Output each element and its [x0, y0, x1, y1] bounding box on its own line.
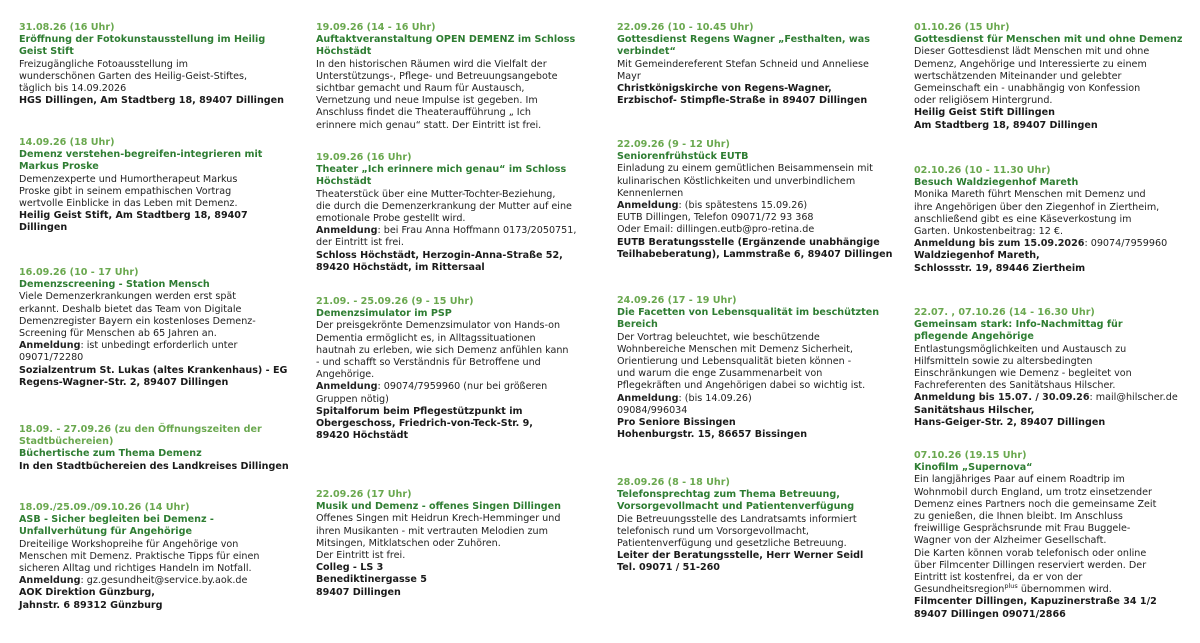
event-location: Spitalforum beim Pflegestützpunkt im	[316, 405, 523, 417]
event-text: Freizugängliche Fotoausstellung im	[19, 58, 188, 70]
event-text: emotionale Probe gestellt wird.	[316, 213, 466, 225]
event-date: 28.09.26 (8 - 18 Uhr)	[617, 477, 730, 488]
event-entry	[914, 22, 1182, 132]
event-text: Entlastungsmöglichkeiten und Austausch zu	[914, 343, 1127, 355]
event-text: Demenzexperte und Humortherapeut Markus	[19, 173, 238, 185]
event-location: Leiter der Beratungsstelle, Herr Werner Seidl	[617, 550, 864, 562]
event-location: Hohenburgstr. 15, 86657 Bissingen	[617, 429, 808, 441]
event-date: 18.09./25.09./09.10.26 (14 Uhr)	[19, 502, 190, 513]
event-location: Tel. 09071 / 51-260	[617, 562, 720, 574]
event-text: Der preisgekrönte Demenzsimulator von Hands-on	[316, 320, 561, 332]
event-location: Colleg - LS 3	[316, 562, 384, 574]
event-text: Eintritt ist kostenfrei, da er von der	[914, 572, 1083, 584]
event-text: Anschluss findet die Theateraufführung „ Ich	[316, 107, 531, 119]
event-text: Gemeinschaft ein - unabhängig von Konfession	[914, 83, 1141, 95]
event-location: In den Stadtbüchereien des Landkreises Dillingen	[19, 460, 289, 472]
event-text: Proske gibt in seinem empathischen Vortrag	[19, 185, 232, 197]
event-text: über Filmcenter Dillingen reserviert werden. Der	[914, 559, 1147, 571]
event-title: Demenz verstehen-begreifen-integrieren mit	[19, 149, 263, 161]
event-location: Erzbischof- Stimpfle-Straße in 89407 Dillingen	[617, 95, 868, 107]
event-text-part: übernommen wird.	[1017, 584, 1112, 596]
event-text: - und schafft so Verständnis für Betroffene und	[316, 357, 541, 369]
event-text: sichtbar gemacht und Raum für Austausch,	[316, 83, 525, 95]
event-location: Regens-Wagner-Str. 2, 89407 Dillingen	[19, 376, 229, 388]
event-title: Theater „Ich erinnere mich genau“ im Schloss	[316, 164, 567, 176]
superscript: plus	[1004, 582, 1018, 591]
event-date: 18.09. - 27.09.26 (zu den Öffnungszeiten der	[19, 424, 262, 435]
event-date: 14.09.26 (18 Uhr)	[19, 137, 115, 148]
event-title: Seniorenfrühstück EUTB	[617, 151, 749, 163]
registration-value: : 09074/7959960 (nur bei größeren	[377, 381, 548, 393]
event-text: Die Betreuungsstelle des Landratsamts informiert	[617, 513, 857, 525]
event-text: Dreiteilige Workshopreihe für Angehörige von	[19, 538, 239, 550]
event-entry	[914, 165, 1182, 275]
event-text: In den historischen Räumen wird die Vielfalt der	[316, 58, 547, 70]
event-registration	[316, 225, 586, 237]
event-registration	[617, 200, 882, 212]
event-title: Demenzscreening - Station Mensch	[19, 279, 210, 291]
event-entry	[19, 424, 289, 473]
event-text: erinnere mich genau“ statt. Der Eintritt ist frei.	[316, 119, 542, 131]
event-date: 22.07. , 07.10.26 (14 - 16.30 Uhr)	[914, 307, 1095, 318]
event-title: ASB - Sicher begleiten bei Demenz -	[19, 514, 214, 526]
event-location: Waldziegenhof Mareth,	[914, 250, 1040, 262]
event-text: telefonisch rund um Vorsorgevollmacht,	[617, 525, 809, 537]
event-text: Mit Gemeindereferent Stefan Schneid und Anneliese	[617, 58, 869, 70]
event-text: Pflegekräften und Angehörigen dabei so wichtig ist.	[617, 380, 866, 392]
event-title: Vorsorgevollmacht und Patientenverfügung	[617, 501, 855, 513]
registration-label: Anmeldung	[19, 575, 81, 587]
event-text: oder religiösem Hintergrund.	[914, 95, 1053, 107]
event-entry	[617, 22, 882, 107]
event-date: 02.10.26 (10 - 11.30 Uhr)	[914, 165, 1051, 176]
event-entry	[19, 267, 288, 389]
event-text: zu genießen, die Ihnen bleibt. Im Anschluss	[914, 511, 1123, 523]
event-date: 24.09.26 (17 - 19 Uhr)	[617, 295, 737, 306]
event-text: Menschen mit Demenz. Praktische Tipps für einen	[19, 550, 260, 562]
event-text: Monika Mareth führt Menschen mit Demenz und	[914, 189, 1146, 201]
event-location: 89420 Höchstädt	[316, 430, 409, 442]
event-text: sicheren Alltag und richtiges Handeln im Notfall.	[19, 563, 252, 575]
event-title: Die Facetten von Lebensqualität im beschützten	[617, 307, 880, 319]
registration-label: Anmeldung	[617, 200, 679, 212]
event-text: Ein langjähriges Paar auf einem Roadtrip im	[914, 474, 1125, 486]
event-text: freiwillige Gesprächsrunde mit Frau Buggele-	[914, 523, 1131, 535]
event-text: Dieser Gottesdienst lädt Menschen mit und ohne	[914, 46, 1150, 58]
event-text: und warum die enge Zusammenarbeit von	[617, 368, 823, 380]
event-text: Offenes Singen mit Heidrun Krech-Hemminger und	[316, 513, 561, 525]
event-text: Der Eintritt ist frei.	[316, 550, 406, 562]
event-text: Mitsingen, Mitklatschen oder Zuhören.	[316, 537, 501, 549]
event-text: täglich bis 14.09.2026	[19, 83, 127, 95]
event-location: 89407 Dillingen	[316, 586, 401, 598]
event-text: die durch die Demenzerkrankung der Mutter auf eine	[316, 200, 572, 212]
registration-value: : (bis 14.09.26)	[678, 392, 752, 404]
event-entry	[316, 22, 586, 132]
event-entry	[19, 137, 281, 235]
event-text	[914, 584, 1182, 596]
event-date: 19.09.26 (16 Uhr)	[316, 152, 412, 163]
event-title: Besuch Waldziegenhof Mareth	[914, 177, 1079, 189]
event-text: 09071/72280	[19, 352, 84, 364]
event-entry	[19, 502, 281, 612]
event-text: Einschränkungen wie Demenz - begleitet von	[914, 368, 1132, 380]
event-title: Markus Proske	[19, 161, 99, 173]
event-location: Obergeschoss, Friedrich-von-Teck-Str. 9,	[316, 418, 533, 430]
event-title: verbindet“	[617, 46, 676, 58]
event-text: Garten. Unkostenbeitrag: 12 €.	[914, 226, 1064, 238]
event-location: 89407 Dillingen 09071/2866	[914, 608, 1066, 620]
event-date: 22.09.26 (17 Uhr)	[316, 489, 412, 500]
event-text: Wagner von der Alzheimer Gesellschaft.	[914, 535, 1107, 547]
event-location: Am Stadtberg 18, 89407 Dillingen	[914, 119, 1098, 131]
event-registration	[617, 393, 882, 405]
event-location: Christkönigskirche von Regens-Wagner,	[617, 83, 832, 95]
event-text: wunderschönen Garten des Heilig-Geist-Stiftes,	[19, 70, 248, 82]
registration-value: : (bis spätestens 15.09.26)	[678, 200, 808, 212]
event-title: Büchertische zum Thema Demenz	[19, 448, 202, 460]
event-registration	[19, 340, 281, 352]
event-text: Gruppen nötig)	[316, 393, 389, 405]
event-text: Orientierung und Lebensqualität bieten können -	[617, 356, 852, 368]
event-location: Hans-Geiger-Str. 2, 89407 Dillingen	[914, 416, 1106, 428]
registration-value: : 09074/7959960	[1084, 238, 1168, 250]
event-title: Auftaktveranstaltung OPEN DEMENZ im Schloss	[316, 34, 576, 46]
event-text: wertvolle Einblicke in das Leben mit Demenz.	[19, 198, 238, 210]
registration-value: : ist unbedingt erforderlich unter	[80, 340, 238, 352]
event-date: 22.09.26 (9 - 12 Uhr)	[617, 139, 730, 150]
event-location: HGS Dillingen, Am Stadtberg 18, 89407 Dillingen	[19, 95, 284, 107]
event-text: Theaterstück über eine Mutter-Tochter-Beziehung,	[316, 188, 556, 200]
event-text: Viele Demenzerkrankungen werden erst spät	[19, 291, 237, 303]
event-registration	[914, 392, 1182, 404]
event-text: wertschätzenden Miteinander und gelebter	[914, 70, 1122, 82]
event-entry	[914, 307, 1182, 429]
event-text: Kennenlernen	[617, 187, 684, 199]
event-text: Mayr	[617, 70, 641, 82]
registration-value: : gz.gesundheit@service.by.aok.de	[80, 575, 248, 587]
event-text: der Eintritt ist frei.	[316, 237, 404, 249]
event-location: Teilhabeberatung), Lammstraße 6, 89407 Dillingen	[617, 248, 893, 260]
event-text: kulinarischen Köstlichkeiten und unverbindlichem	[617, 175, 856, 187]
event-location: Benediktinergasse 5	[316, 574, 427, 586]
event-text: Patientenverfügung und gesetzliche Betreuung.	[617, 538, 847, 550]
event-date: 16.09.26 (10 - 17 Uhr)	[19, 267, 139, 278]
event-location: Jahnstr. 6 89312 Günzburg	[19, 599, 163, 611]
event-text: anschließend gibt es eine Käseverkostung im	[914, 213, 1132, 225]
event-entry	[316, 152, 586, 274]
event-text: ihre Angehörigen über den Ziegenhof in Ziertheim,	[914, 201, 1160, 213]
event-text: Die Karten können vorab telefonisch oder online	[914, 547, 1147, 559]
event-entry	[617, 139, 893, 261]
event-title: Gottesdienst für Menschen mit und ohne Demenz	[914, 34, 1183, 46]
event-text: Demenzregister Bayern ein kostenloses Demenz-	[19, 315, 256, 327]
registration-label: Anmeldung	[19, 340, 81, 352]
event-date: 19.09.26 (14 - 16 Uhr)	[316, 22, 436, 33]
event-text: Demenz eines Partners noch die gemeinsame Zeit	[914, 498, 1157, 510]
event-location: Heilig Geist Stift Dillingen	[914, 107, 1055, 119]
event-text: Fachreferenten des Sanitätshaus Hilscher.	[914, 380, 1116, 392]
event-text: Wohnmobil durch England, um trotz einsetzender	[914, 486, 1152, 498]
event-title: Höchstädt	[316, 46, 372, 58]
event-entry	[19, 22, 284, 107]
event-location: AOK Direktion Günzburg,	[19, 587, 155, 599]
registration-label: Anmeldung bis zum 15.09.2026	[914, 238, 1085, 250]
event-location: 89420 Höchstädt, im Rittersaal	[316, 261, 485, 273]
registration-label: Anmeldung bis 15.07. / 30.09.26	[914, 392, 1090, 404]
event-location: Dillingen	[19, 222, 68, 234]
event-title: Demenzsimulator im PSP	[316, 308, 452, 320]
event-text-part: Gesundheitsregion	[914, 584, 1005, 596]
event-location: Heilig Geist Stift, Am Stadtberg 18, 89407	[19, 210, 248, 222]
registration-value: : mail@hilscher.de	[1089, 392, 1178, 404]
event-date: 07.10.26 (19.15 Uhr)	[914, 450, 1027, 461]
registration-label: Anmeldung	[617, 392, 679, 404]
event-text: Unterstützungs-, Pflege- und Betreuungsangebote	[316, 70, 558, 82]
event-text: Wohnbereiche Menschen mit Demenz Sicherheit,	[617, 343, 853, 355]
registration-value: : bei Frau Anna Hoffmann 0173/2050751,	[377, 225, 577, 237]
event-location: Schlossstr. 19, 89446 Ziertheim	[914, 262, 1086, 274]
event-text: Vernetzung und neue Impulse ist gegeben. Im	[316, 95, 538, 107]
event-location: Filmcenter Dillingen, Kapuzinerstraße 34 1/2	[914, 596, 1157, 608]
registration-label: Anmeldung	[316, 225, 378, 237]
event-date: 21.09. - 25.09.26 (9 - 15 Uhr)	[316, 296, 474, 307]
event-text: 09084/996034	[617, 404, 688, 416]
event-entry	[617, 295, 882, 441]
event-location: Pro Seniore Bissingen	[617, 417, 736, 429]
event-registration	[19, 575, 281, 587]
registration-label: Anmeldung	[316, 381, 378, 393]
event-text: Angehörige.	[316, 369, 375, 381]
event-title: Geist Stift	[19, 46, 74, 58]
event-text: Screening für Menschen ab 65 Jahren an.	[19, 328, 217, 340]
event-title: Bereich	[617, 319, 658, 331]
event-date: 01.10.26 (15 Uhr)	[914, 22, 1010, 33]
event-registration	[914, 238, 1182, 250]
event-entry	[316, 489, 586, 599]
event-title: pflegende Angehörige	[914, 331, 1034, 343]
event-location: Schloss Höchstädt, Herzogin-Anna-Straße 52,	[316, 249, 563, 261]
event-text: Demenz, Angehörige und Interessierte zu einem	[914, 58, 1147, 70]
event-title: Unfallverhütung für Angehörige	[19, 526, 192, 538]
event-title: Eröffnung der Fotokunstausstellung im Heilig	[19, 34, 266, 46]
event-entry	[914, 450, 1182, 621]
event-text: Der Vortrag beleuchtet, wie beschützende	[617, 331, 820, 343]
event-text: Dementia ermöglicht es, in Alltagssituationen	[316, 332, 536, 344]
event-date: 31.08.26 (16 Uhr)	[19, 22, 115, 33]
event-entry	[316, 296, 586, 442]
event-text: Einladung zu einem gemütlichen Beisammensein mit	[617, 163, 873, 175]
event-entry	[617, 477, 882, 575]
event-title: Kinofilm „Supernova“	[914, 462, 1033, 474]
event-text: Hilfsmitteln sowie zu altersbedingten	[914, 355, 1093, 367]
event-title: Musik und Demenz - offenes Singen Dillingen	[316, 501, 561, 513]
event-registration	[316, 381, 586, 393]
event-date: 22.09.26 (10 - 10.45 Uhr)	[617, 22, 754, 33]
event-text: erkannt. Deshalb bietet das Team von Digitale	[19, 303, 242, 315]
event-title: Höchstädt	[316, 176, 372, 188]
event-text: Oder Email: dillingen.eutb@pro-retina.de	[617, 224, 815, 236]
event-location: Sozialzentrum St. Lukas (altes Krankenhaus) - EG	[19, 364, 288, 376]
event-text: hautnah zu erleben, wie sich Demenz anfühlen kann	[316, 344, 569, 356]
event-text: EUTB Dillingen, Telefon 09071/72 93 368	[617, 212, 814, 224]
event-title: Gottesdienst Regens Wagner „Festhalten, was	[617, 34, 870, 46]
event-title: Telefonsprechtag zum Thema Betreuung,	[617, 489, 840, 501]
event-title: Gemeinsam stark: Info-Nachmittag für	[914, 319, 1123, 331]
event-location: EUTB Beratungsstelle (Ergänzende unabhängige	[617, 236, 880, 248]
event-location: Sanitätshaus Hilscher,	[914, 404, 1035, 416]
event-date: Stadtbüchereien)	[19, 436, 114, 448]
event-text: ihren Musikanten - mit vertrauten Melodien zum	[316, 525, 548, 537]
